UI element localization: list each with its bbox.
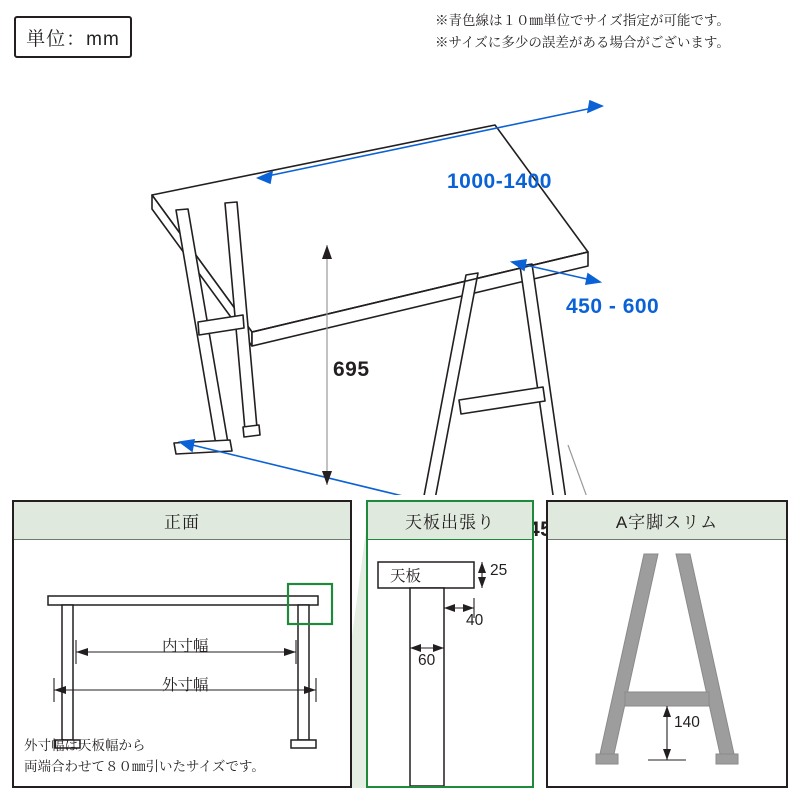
a-leg-svg (548, 540, 786, 786)
dim-top-width: 1000-1400 (447, 170, 552, 193)
label-tabletop: 天板 (390, 568, 422, 585)
panel-overhang-title-text: 天板出張り (405, 513, 495, 532)
header-notes (435, 10, 793, 55)
note-line-1: ※青色線は１０㎜単位でサイズ指定が可能です。 (435, 13, 730, 28)
note-line-2: ※サイズに多少の誤差がある場合がございます。 (435, 35, 730, 51)
unit-box (14, 16, 132, 58)
panel-a-leg-title-text: A字脚スリム (615, 513, 719, 532)
panel-front-title-text: 正面 (164, 513, 200, 532)
desk-svg (0, 70, 800, 495)
panel-front-view (12, 500, 352, 788)
panel-overhang-body (368, 540, 532, 786)
label-thickness-25: 25 (490, 562, 508, 579)
label-outer-width: 外寸幅 (162, 677, 209, 694)
footnote-line-2: 両端合わせて８０㎜引いたサイズです。 (24, 758, 265, 774)
panel-overhang-detail (366, 500, 534, 788)
dim-height: 695 (333, 358, 370, 381)
desk-perspective-drawing (0, 70, 800, 495)
panel-a-leg-title (548, 502, 786, 540)
panel-a-leg-slim (546, 500, 788, 788)
panel-front-footnote (24, 736, 265, 778)
panel-a-leg-body (548, 540, 786, 786)
dim-top-depth: 450 - 600 (566, 295, 660, 318)
label-overhang-40: 40 (466, 612, 484, 629)
footnote-line-1: 外寸幅は天板幅から (24, 738, 146, 753)
unit-box-label: 単位：mm (26, 28, 120, 50)
label-leg-width-60: 60 (418, 652, 436, 669)
panel-front-body (14, 540, 350, 786)
panel-overhang-title (368, 502, 532, 540)
label-inner-width: 内寸幅 (162, 638, 209, 655)
label-brace-height-140: 140 (674, 714, 700, 731)
panel-front-title (14, 502, 350, 540)
